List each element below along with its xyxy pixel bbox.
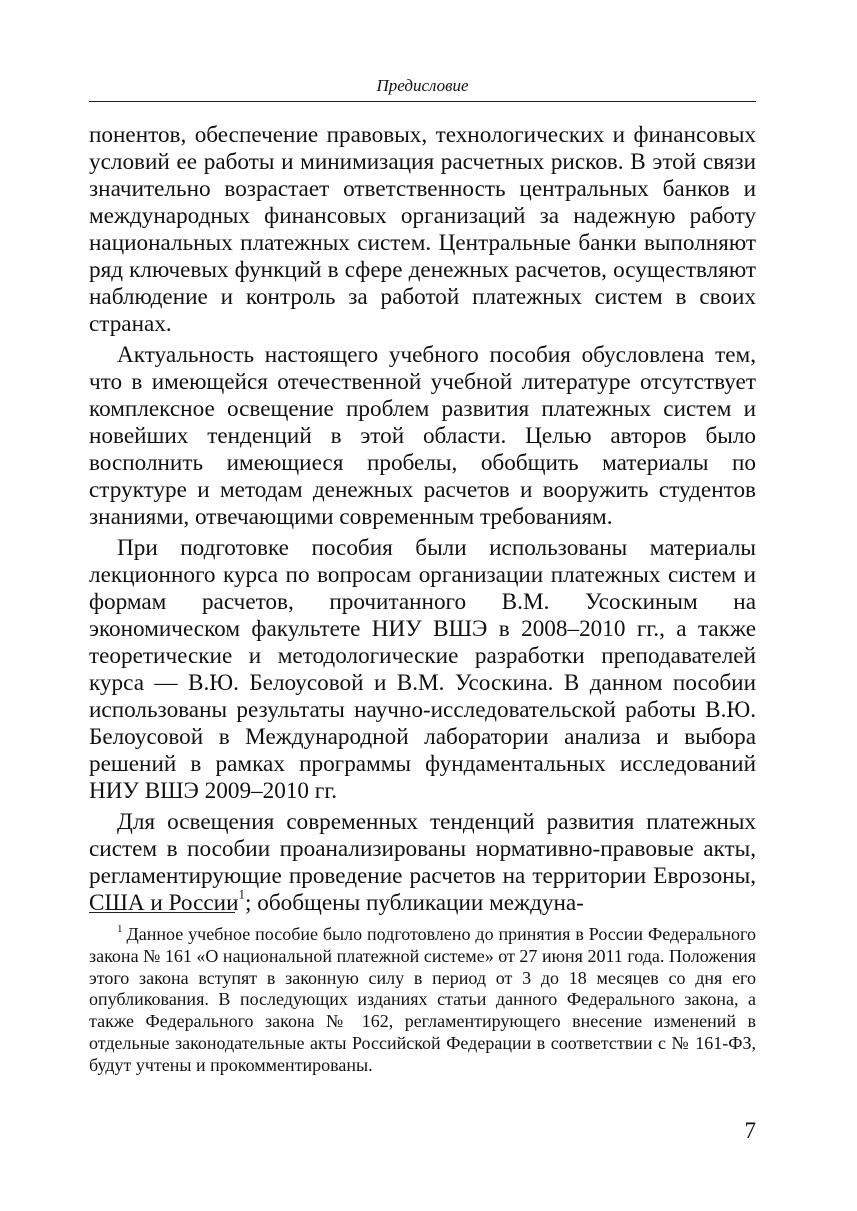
paragraph-4-text-before-ref: Для освещения современных тенденций развития платежных систем в пособии проанализированы нормативно-правовые акты, регламентирующие проведение расчетов на территории Еврозоны, США и России <box>89 809 756 916</box>
running-head: Предисловие <box>376 76 469 95</box>
footnote-rule <box>89 912 235 913</box>
paragraph-4 <box>89 809 756 917</box>
footnote <box>89 924 756 1077</box>
main-text <box>89 122 756 917</box>
paragraph-3: При подготовке пособия были использованы материалы лекционного курса по вопросам организации платежных систем и формам расчетов, прочитанного В.М. Усоскиным на экономическом факультете НИУ ВШЭ в 2008–2010 гг., а также теоретические и методологические разработки преподавателей курса — В.Ю. Белоусовой и В.М. Усоскина. В данном пособии использованы результаты научно-исследовательской работы В.Ю. Белоусовой в Международной лаборатории анализа и выбора решений в рамках программы фундаментальных исследований НИУ ВШЭ 2009–2010 гг. <box>89 535 756 804</box>
book-page <box>89 0 756 1211</box>
footnote-reference[interactable]: 1 <box>238 886 245 902</box>
footnote-text: Данное учебное пособие было подготовлено до принятия в России Федерального закона № 161 «О национальной платежной системе» от 27 июня 2011 года. Положения этого закона вступят в законную силу в период от 3 до 18 месяцев со дня его опубликования. В последующих изданиях статьи данного Федерального закона, а также Федерального закона № 162, регламентирующего внесение изменений в отдельные законодательные акты Российской Федерации в соответствии с № 161-ФЗ, будут учтены и прокомментированы. <box>89 924 756 1075</box>
footnote-mark: 1 <box>117 923 123 936</box>
paragraph-4-text-after-ref: ; обобщены публикации междуна- <box>245 890 584 916</box>
paragraph-2: Актуальность настоящего учебного пособия обусловлена тем, что в имеющейся отечественной учебной литературе отсутствует комплексное освещение проблем развития платежных систем и новейших тенденций в этой области. Целью авторов было восполнить имеющиеся пробелы, обобщить материалы по структуре и методам денежных расчетов и вооружить студентов знаниями, отвечающими современным требованиям. <box>89 342 756 530</box>
header-rule <box>89 101 756 102</box>
paragraph-1: понентов, обеспечение правовых, технологических и финансовых условий ее работы и минимизация расчетных рисков. В этой связи значительно возрастает ответственность центральных банков и международных финансовых организаций за надежную работу национальных платежных систем. Центральные банки выполняют ряд ключевых функций в сфере денежных расчетов, осуществляют наблюдение и контроль за работой платежных систем в своих странах. <box>89 122 756 337</box>
page-number: 7 <box>744 1118 756 1143</box>
